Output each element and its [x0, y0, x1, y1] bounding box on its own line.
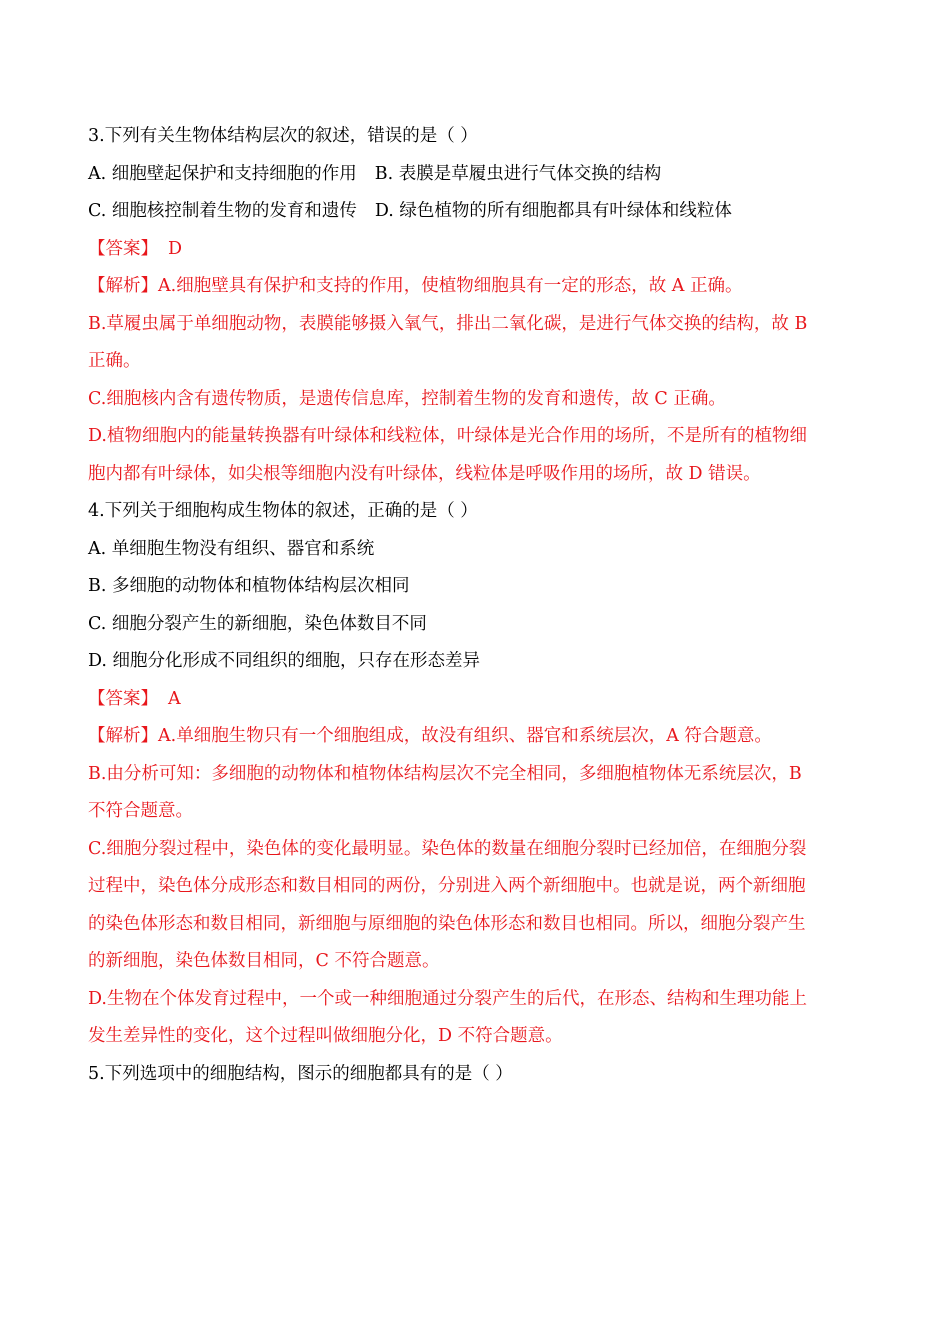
- q4-analysis-line: 的新细胞，染色体数目相同，C 不符合题意。: [88, 951, 440, 971]
- q5-stem: 5.下列选项中的细胞结构，图示的细胞都具有的是（ ）: [88, 1063, 513, 1084]
- q3-analysis-line: 正确。: [88, 351, 141, 371]
- q4-answer-value: A: [168, 688, 181, 709]
- q3-analysis-line: 胞内都有叶绿体，如尖根等细胞内没有叶绿体，线粒体是呼吸作用的场所，故 D 错误。: [88, 463, 761, 484]
- q3-analysis-line: D.植物细胞内的能量转换器有叶绿体和线粒体，叶绿体是光合作用的场所，不是所有的植物细: [88, 426, 807, 446]
- q3-analysis-line: C.细胞核内含有遗传物质，是遗传信息库，控制着生物的发育和遗传，故 C 正确。: [88, 388, 726, 409]
- q3-answer: [88, 231, 868, 269]
- q3-analysis-text: A.细胞壁具有保护和支持的作用，使植物细胞具有一定的形态，故 A 正确。: [158, 276, 743, 296]
- q3-option-a: A. 细胞壁起保护和支持细胞的作用: [88, 163, 357, 184]
- q4-analysis-line: D.生物在个体发育过程中，一个或一种细胞通过分裂产生的后代，在形态、结构和生理功能上: [88, 988, 807, 1009]
- q3-analysis-line: [88, 268, 868, 306]
- q3-option-c: C. 细胞核控制着生物的发育和遗传: [88, 201, 357, 221]
- q4-option-d: D. 细胞分化形成不同组织的细胞，只存在形态差异: [88, 651, 481, 671]
- q4-analysis-line: 的染色体形态和数目相同，新细胞与原细胞的染色体形态和数目也相同。所以，细胞分裂产生: [88, 913, 806, 934]
- q3-stem: 3.下列有关生物体结构层次的叙述，错误的是（ ）: [88, 126, 478, 146]
- q4-analysis-line: 发生差异性的变化，这个过程叫做细胞分化，D 不符合题意。: [88, 1026, 563, 1046]
- q3-option-b: B. 表膜是草履虫进行气体交换的结构: [374, 163, 662, 184]
- q4-analysis-line: C.细胞分裂过程中，染色体的变化最明显。染色体的数量在细胞分裂时已经加倍，在细胞分裂: [88, 838, 807, 859]
- q4-stem: 4.下列关于细胞构成生物体的叙述，正确的是（ ）: [88, 501, 478, 521]
- q4-option-c: C. 细胞分裂产生的新细胞，染色体数目不同: [88, 613, 427, 634]
- q4-option-a: A. 单细胞生物没有组织、器官和系统: [88, 538, 375, 559]
- q4-analysis-line: [88, 718, 868, 756]
- document-page: [88, 118, 868, 1093]
- q4-analysis-line: 过程中，染色体分成形态和数目相同的两份，分别进入两个新细胞中。也就是说，两个新细胞: [88, 876, 806, 896]
- q3-options-row-1: [88, 156, 868, 194]
- q3-analysis-tag: 【解析】: [88, 276, 158, 296]
- q4-analysis-tag: 【解析】: [88, 726, 158, 746]
- q4-analysis-line: B.由分析可知：多细胞的动物体和植物体结构层次不完全相同，多细胞植物体无系统层次，B: [88, 763, 802, 784]
- q4-answer: [88, 681, 868, 719]
- q4-analysis-line: 不符合题意。: [88, 801, 193, 821]
- q4-answer-tag: 【答案】: [88, 688, 158, 709]
- q3-answer-tag: 【答案】: [88, 238, 158, 259]
- q3-option-d: D. 绿色植物的所有细胞都具有叶绿体和线粒体: [374, 201, 732, 221]
- q4-analysis-text: A.单细胞生物只有一个细胞组成，故没有组织、器官和系统层次，A 符合题意。: [158, 726, 772, 746]
- q3-analysis-line: B.草履虫属于单细胞动物，表膜能够摄入氧气，排出二氧化碳，是进行气体交换的结构，故 B: [88, 313, 808, 334]
- q4-option-b: B. 多细胞的动物体和植物体结构层次相同: [88, 576, 410, 596]
- q3-answer-value: D: [168, 238, 183, 259]
- q3-options-row-2: [88, 193, 868, 231]
